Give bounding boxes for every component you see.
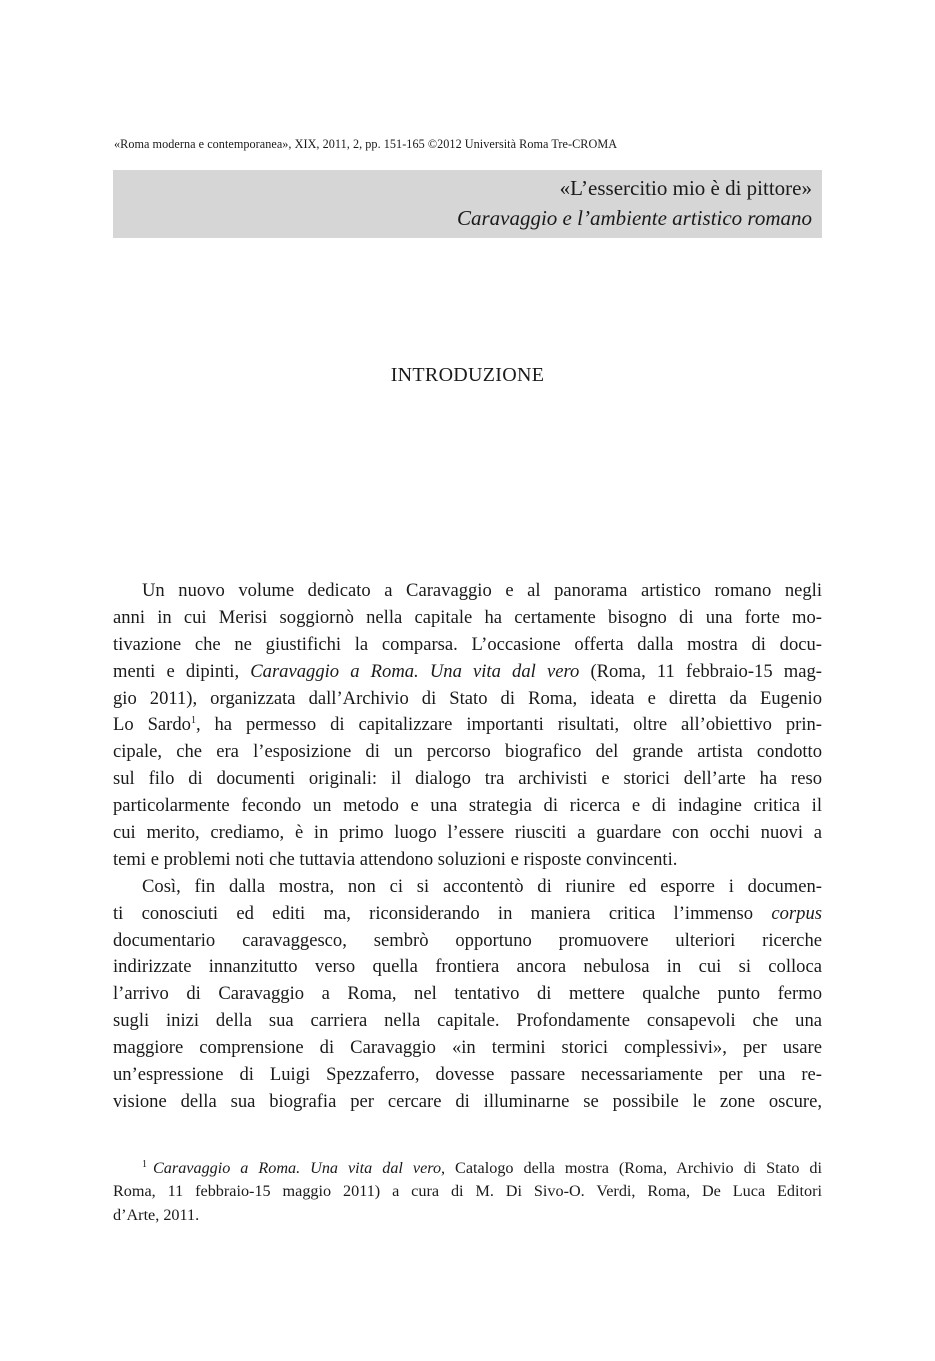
text-line: temi e problemi noti che tuttavia attendono soluzioni e risposte convincenti. <box>113 848 678 870</box>
paragraph-1 <box>113 578 822 874</box>
text-line <box>113 901 822 928</box>
body-text <box>113 578 822 1116</box>
text-line: Un nuovo volume dedicato a Caravaggio e al panorama artistico romano negli <box>142 580 822 601</box>
text-line: indirizzate innanzitutto verso quella frontiera ancora nebulosa in cui si colloca <box>113 956 822 978</box>
text-line: particolarmente fecondo un metodo e una strategia di ricerca e di indagine critica il <box>113 795 822 817</box>
text-line <box>113 659 822 686</box>
exhibition-title: Caravaggio a Roma. Una vita dal vero <box>250 660 580 682</box>
text-line: visione della sua biografia per cercare di illuminarne se possibile le zone oscure, <box>113 1090 822 1112</box>
article-title: «L’essercitio mio è di pittore» <box>559 176 812 200</box>
text-line: maggiore comprensione di Caravaggio «in termini storici complessivi», per usare <box>113 1037 822 1059</box>
section-heading: INTRODUZIONE <box>390 364 545 386</box>
paragraph-2 <box>113 874 822 1116</box>
text-line: anni in cui Merisi soggiornò nella capitale ha certamente bisogno di una forte mo- <box>113 606 822 628</box>
text-segment: ti conosciuti ed editi ma, riconsiderando in maniera critica l’immenso <box>113 902 772 924</box>
running-head: «Roma moderna e contemporanea», XIX, 2011, 2, pp. 151-165 ©2012 Università Roma Tre-CROMA <box>114 137 618 151</box>
footnote-line: d’Arte, 2011. <box>113 1205 200 1224</box>
text-line: tivazione che ne giustifichi la comparsa. L’occasione offerta dalla mostra di docu- <box>113 633 822 655</box>
article-title-box <box>113 170 822 238</box>
italic-term: corpus <box>771 902 822 924</box>
text-line <box>113 712 822 739</box>
text-segment: Lo Sardo <box>113 714 191 736</box>
article-subtitle: Caravaggio e l’ambiente artistico romano <box>456 206 812 230</box>
text-line: cui merito, crediamo, è in primo luogo l’essere riusciti a guardare con occhi nuovi a <box>113 822 822 844</box>
catalog-title: Caravaggio a Roma. Una vita dal vero <box>153 1159 442 1177</box>
footnote <box>113 1157 822 1227</box>
text-segment: (Roma, 11 febbraio-15 mag- <box>579 660 822 682</box>
text-segment: , Catalogo della mostra (Roma, Archivio di Stato di <box>441 1159 822 1177</box>
text-line: cipale, che era l’esposizione di un percorso biografico del grande artista condotto <box>113 741 822 763</box>
text-segment: menti e dipinti, <box>113 660 251 682</box>
text-line: sugli inizi della sua carriera nella capitale. Profondamente consapevoli che una <box>113 1010 822 1032</box>
footnote-line <box>113 1157 822 1180</box>
footnote-reference[interactable]: 1 <box>190 715 196 727</box>
text-line: documentario caravaggesco, sembrò opportuno promuovere ulteriori ricerche <box>113 929 822 951</box>
text-line: gio 2011), organizzata dall’Archivio di Stato di Roma, ideata e diretta da Eugenio <box>113 687 822 709</box>
footnote-line: Roma, 11 febbraio-15 maggio 2011) a cura di M. Di Sivo-O. Verdi, Roma, De Luca Editori <box>113 1182 822 1201</box>
text-line: Così, fin dalla mostra, non ci si accontentò di riunire ed esporre i documen- <box>142 875 822 897</box>
text-line: un’espressione di Luigi Spezzaferro, dovesse passare necessariamente per una re- <box>113 1064 822 1086</box>
text-segment: , ha permesso di capitalizzare importanti risultati, oltre all’obiettivo prin- <box>195 714 822 736</box>
text-line: sul filo di documenti originali: il dialogo tra archivisti e storici dell’arte ha reso <box>113 768 822 790</box>
text-line: l’arrivo di Caravaggio a Roma, nel tentativo di mettere qualche punto fermo <box>113 983 822 1005</box>
footnote-number: 1 <box>142 1159 147 1170</box>
